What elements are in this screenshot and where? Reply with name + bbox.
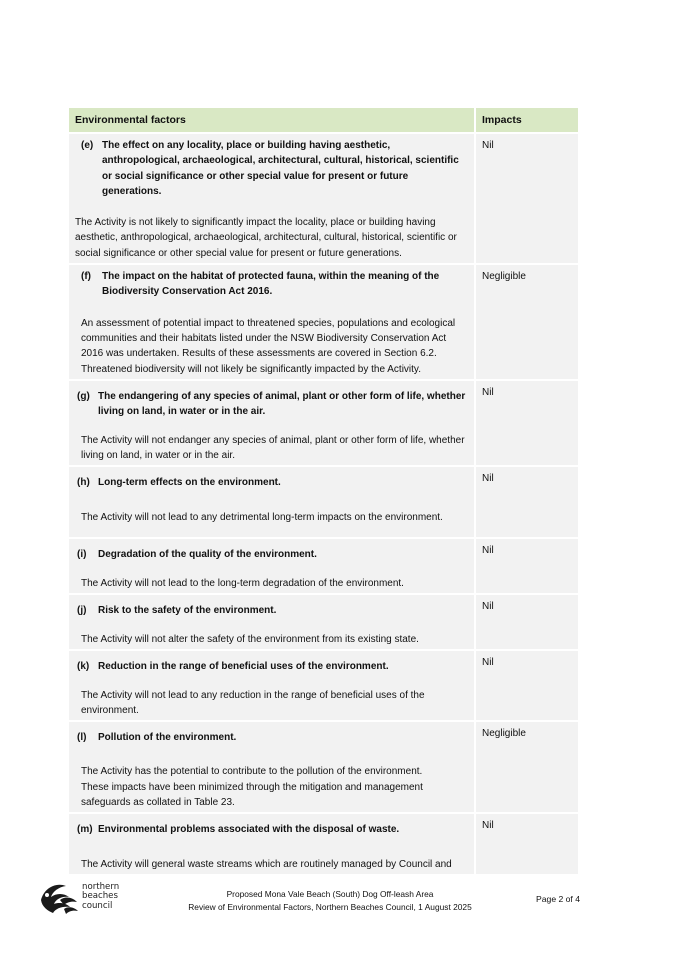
factor-description: The Activity will not lead to the long-term degradation of the environment. (81, 577, 404, 589)
factor-description: The Activity will not alter the safety of the environment from its existing state. (81, 633, 419, 645)
impact-cell: Nil (474, 814, 578, 874)
factor-title: Risk to the safety of the environment. (98, 605, 277, 617)
factor-title: Pollution of the environment. (98, 732, 237, 744)
footer-title-line-2: Review of Environmental Factors, Northern Beaches Council, 1 August 2025 (188, 901, 472, 912)
factor-cell (69, 467, 474, 537)
table-row (69, 595, 578, 649)
factor-cell (69, 595, 474, 649)
impact-cell: Nil (474, 539, 578, 593)
factor-cell (69, 539, 474, 593)
table-row (69, 814, 578, 874)
table-row (69, 651, 578, 720)
factor-cell (69, 381, 474, 465)
table-row (69, 381, 578, 465)
factor-title: The impact on the habitat of protected fauna, within the meaning of the Biodiversity Conservation Act 2016. (102, 271, 440, 298)
impact-cell: Nil (474, 134, 578, 263)
factor-cell (69, 134, 474, 263)
factor-cell (69, 722, 474, 812)
page-number: Page 2 of 4 (536, 894, 580, 904)
factor-title: The effect on any locality, place or building having aesthetic, anthropological, archaeological, architectural, cultural, historical, scientific or social significance or other special value for present or future generations. (102, 140, 459, 197)
factor-description: The Activity will general waste streams which are routinely managed by Council and (81, 858, 452, 870)
factor-label: (l) (77, 732, 87, 744)
factor-description: An assessment of potential impact to threatened species, populations and ecological communities and their habitats listed under the NSW Biodiversity Conservation Act 2016 was undertaken. Results of these assessments are covered in Section 6.2. Threatened biodiversity will not likely be significantly impacted by the Activity. (81, 317, 456, 375)
factor-cell (69, 814, 474, 874)
impact-cell: Nil (474, 381, 578, 465)
factor-description: The Activity will not lead to any reduction in the range of beneficial uses of the environment. (81, 689, 425, 716)
impact-cell: Negligible (474, 265, 578, 379)
factor-label: (e) (81, 140, 94, 151)
header-environmental-factors: Environmental factors (69, 108, 474, 132)
logo-text-northern: northern (82, 882, 120, 892)
factor-label: (f) (81, 271, 91, 283)
factor-label: (h) (77, 477, 90, 489)
factor-title: Environmental problems associated with the disposal of waste. (98, 824, 400, 836)
factor-cell (69, 651, 474, 720)
factor-label: (g) (77, 391, 90, 403)
factor-description: The Activity will not endanger any species of animal, plant or other form of life, whether living on land, in water or in the air. (81, 434, 465, 461)
header-impacts: Impacts (474, 108, 578, 132)
footer-document-title (160, 888, 500, 913)
table-row (69, 265, 578, 379)
factor-description: The Activity will not lead to any detrimental long-term impacts on the environment. (81, 511, 443, 523)
factor-description: The Activity has the potential to contribute to the pollution of the environment. These impacts have been minimized through the mitigation and management safeguards as collated in Table 23. (81, 766, 423, 809)
table-row (69, 134, 578, 263)
impact-cell: Nil (474, 467, 578, 537)
waves-emblem-icon (38, 880, 80, 918)
table-row (69, 722, 578, 812)
table-header-row (69, 108, 578, 132)
table-row (69, 467, 578, 537)
impact-cell: Nil (474, 651, 578, 720)
factor-title: Long-term effects on the environment. (98, 477, 281, 489)
environmental-factors-table (69, 106, 578, 876)
factor-title: Degradation of the quality of the environment. (98, 549, 317, 561)
impact-cell: Nil (474, 595, 578, 649)
factor-label: (i) (77, 549, 87, 561)
factor-title: The endangering of any species of animal, plant or other form of life, whether living on land, in water or in the air. (98, 391, 466, 418)
factor-title: Reduction in the range of beneficial uses of the environment. (98, 661, 389, 673)
factor-cell (69, 265, 474, 379)
logo-text-beaches: beaches (82, 891, 118, 902)
impact-cell: Negligible (474, 722, 578, 812)
logo-text-council: council (82, 900, 113, 911)
footer-title-line-1: Proposed Mona Vale Beach (South) Dog Off-leash Area (226, 889, 434, 899)
factor-description: The Activity is not likely to significantly impact the locality, place or building having aesthetic, anthropological, archaeological, architectural, cultural, historical, scientific or social significance or other special value for present or future generations. (75, 217, 457, 259)
table-row (69, 539, 578, 593)
factor-label: (k) (77, 661, 90, 673)
factor-label: (j) (77, 605, 87, 617)
factor-label: (m) (77, 824, 93, 836)
council-logo (38, 880, 128, 918)
